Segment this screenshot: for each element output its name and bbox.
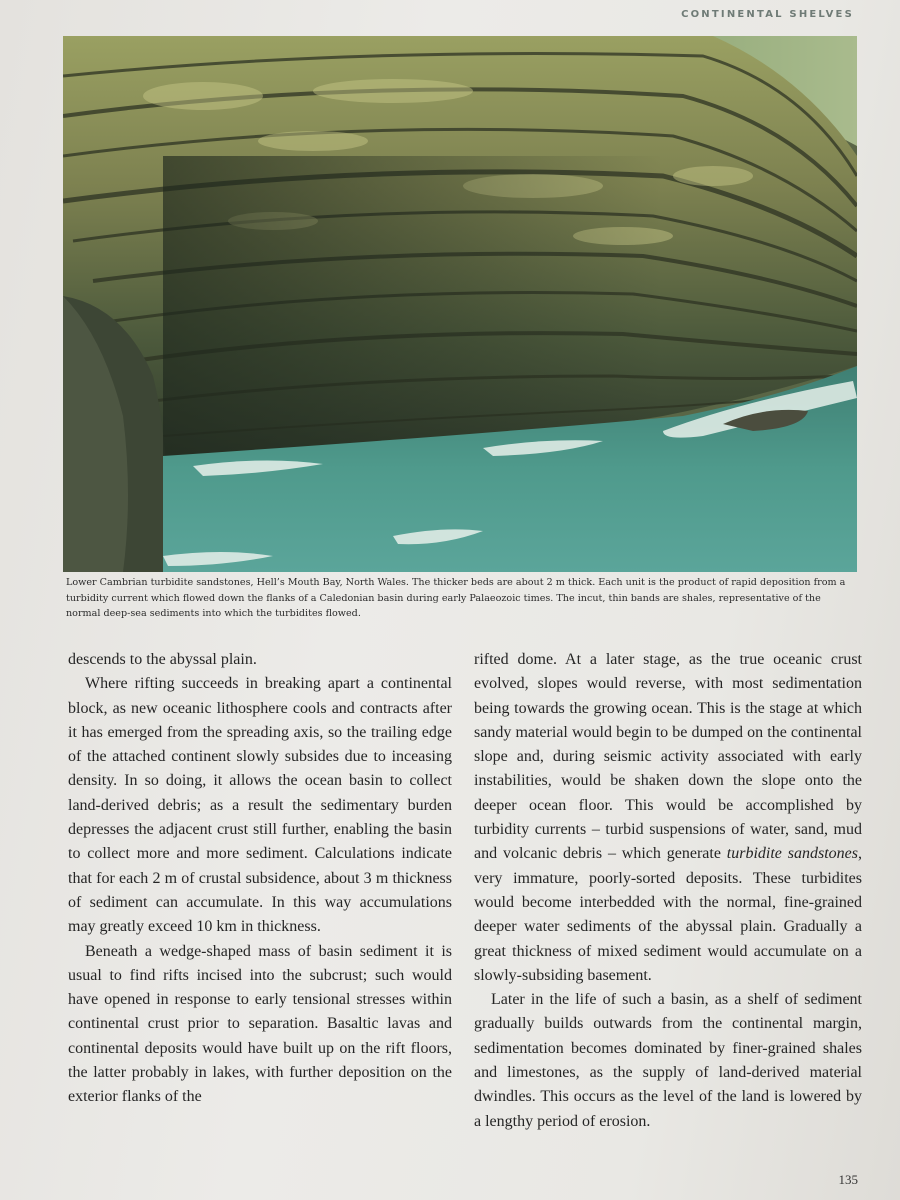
left-column bbox=[68, 648, 452, 1110]
paragraph-basin-sediment: Beneath a wedge-shaped mass of basin sediment it is usual to find rifts incised into the subcrust; such would have opened in response to early tensional stresses within continental crust prior to separation. Basaltic lavas and continental deposits would have built up on the rift floors, the latter probably in lakes, with further deposition on the exterior flanks of the bbox=[68, 942, 452, 1106]
figure-caption: Lower Cambrian turbidite sandstones, Hell’s Mouth Bay, North Wales. The thicker beds are about 2 m thick. Each unit is the product of rapid deposition from a turbidity current which flowed down the flanks of a Caledonian basin during early Palaeozoic times. The incut, thin bands are shales, representative of the normal deep-sea sediments into which the turbidites flowed. bbox=[66, 577, 846, 619]
page-number: 135 bbox=[838, 1172, 858, 1187]
cliff-photo bbox=[63, 36, 857, 572]
paragraph-continuation: descends to the abyssal plain. bbox=[68, 651, 257, 668]
paragraph-rifted-dome-text-a: rifted dome. At a later stage, as the true oceanic crust evolved, slopes would reverse, with most sedimentation being towards the growing ocean. This is the stage at which sandy material would begin to be dumped on the continental slope and, during seismic activity associated with early instabilities, would be shaken down the slope onto the deeper ocean floor. This would be accomplished by turbidity currents – turbid suspensions of water, sand, mud and volcanic debris – which generate bbox=[474, 651, 862, 863]
paragraph-rifting: Where rifting succeeds in breaking apart a continental block, as new oceanic lithosphere cools and contracts after it has emerged from the spreading axis, so the trailing edge of the attached continent slowly subsides due to inceasing density. In so doing, it allows the ocean basin to collect land-derived debris; as a result the sedimentary burden depresses the adjacent crust still further, enabling the basin to collect more and more sediment. Calculations indicate that for each 2 m of crustal subsidence, about 3 m thickness of sediment can accumulate. In this way accumulations may greatly exceed 10 km in thickness. bbox=[68, 675, 452, 936]
paragraph-rifted-dome bbox=[474, 648, 862, 988]
paragraph-rifted-dome-text-b: , very immature, poorly-sorted deposits. These turbidites would become interbedded with the normal, fine-grained deeper water sediments of the abyssal plain. Gradually a great thickness of mixed sediment would accumulate on a slowly-subsiding basement. bbox=[474, 845, 862, 984]
term-turbidite-sandstones: turbidite sandstones bbox=[726, 845, 858, 863]
paragraph-later-life: Later in the life of such a basin, as a shelf of sediment gradually builds outwards from the continental margin, sedimentation becomes dominated by finer-grained shales and limestones, as the supply of land-derived material dwindles. This occurs as the level of the land is lowered by a lengthy period of erosion. bbox=[474, 991, 862, 1130]
right-column bbox=[474, 648, 862, 1134]
cliff-illustration bbox=[63, 36, 857, 572]
running-head: CONTINENTAL SHELVES bbox=[681, 9, 854, 20]
